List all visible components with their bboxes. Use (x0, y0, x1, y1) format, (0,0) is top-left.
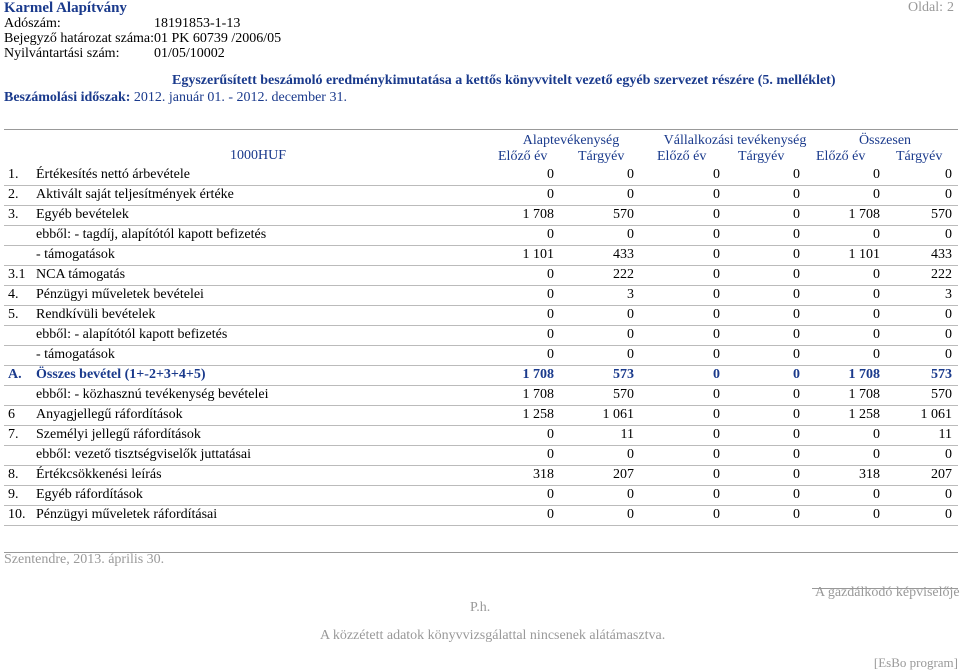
value-total-prev: 0 (873, 447, 880, 462)
row-number: 5. (8, 307, 19, 322)
row-label: Aktivált saját teljesítmények értéke (36, 187, 234, 202)
value-total-prev: 0 (873, 487, 880, 502)
signature-label: A gazdálkodó képviselője (815, 585, 960, 600)
info-value: 01 PK 60739 /2006/05 (154, 31, 282, 46)
row-number: 8. (8, 467, 19, 482)
value-total-prev: 0 (873, 287, 880, 302)
value-core-prev: 318 (533, 467, 554, 482)
value-business-current: 0 (793, 387, 800, 402)
value-business-prev: 0 (713, 367, 720, 382)
subcol-prev-year: Előző év (498, 149, 548, 164)
value-core-current: 207 (613, 467, 634, 482)
value-business-prev: 0 (713, 387, 720, 402)
value-core-current: 1 061 (602, 407, 634, 422)
value-core-prev: 0 (547, 327, 554, 342)
table-row (4, 326, 958, 346)
row-label: Egyéb bevételek (36, 207, 129, 222)
row-label: Értékesítés nettó árbevétele (36, 167, 190, 182)
value-core-prev: 0 (547, 347, 554, 362)
value-total-current: 0 (945, 347, 952, 362)
row-divider (4, 525, 958, 526)
table-top-rule (4, 129, 958, 130)
value-total-current: 222 (931, 267, 952, 282)
value-business-prev: 0 (713, 227, 720, 242)
row-label: - támogatások (36, 247, 115, 262)
info-label: Adószám: (4, 16, 61, 31)
table-row (4, 186, 958, 206)
value-total-current: 0 (945, 507, 952, 522)
value-total-prev: 0 (873, 347, 880, 362)
table-row (4, 306, 958, 326)
value-business-prev: 0 (713, 427, 720, 442)
value-total-current: 0 (945, 187, 952, 202)
period-value: 2012. január 01. - 2012. december 31. (133, 90, 347, 105)
row-label: Értékcsökkenési leírás (36, 467, 162, 482)
row-number: 10. (8, 507, 26, 522)
row-label: Összes bevétel (1+-2+3+4+5) (36, 367, 206, 382)
value-total-prev: 1 708 (848, 367, 880, 382)
row-number: 9. (8, 487, 19, 502)
info-value: 18191853-1-13 (154, 16, 241, 31)
value-core-current: 0 (627, 167, 634, 182)
value-total-prev: 1 708 (848, 387, 880, 402)
value-total-current: 0 (945, 487, 952, 502)
value-business-current: 0 (793, 167, 800, 182)
value-business-prev: 0 (713, 487, 720, 502)
value-core-current: 11 (620, 427, 634, 442)
row-label: ebből: - közhasznú tevékenység bevételei (36, 387, 269, 402)
value-business-prev: 0 (713, 327, 720, 342)
value-core-prev: 1 258 (522, 407, 554, 422)
value-business-prev: 0 (713, 467, 720, 482)
info-row-registry-number (4, 46, 225, 62)
value-business-current: 0 (793, 507, 800, 522)
value-core-current: 433 (613, 247, 634, 262)
info-label: Nyilvántartási szám: (4, 46, 120, 61)
info-row-tax-number (4, 16, 240, 32)
value-core-current: 570 (613, 387, 634, 402)
value-total-prev: 1 101 (848, 247, 880, 262)
value-core-current: 0 (627, 187, 634, 202)
program-label: [EsBo program] (873, 655, 958, 670)
value-core-current: 0 (627, 507, 634, 522)
row-number: 4. (8, 287, 19, 302)
value-business-current: 0 (793, 487, 800, 502)
row-label: Anyagjellegű ráfordítások (36, 407, 183, 422)
value-core-prev: 0 (547, 227, 554, 242)
row-number: 1. (8, 167, 19, 182)
period-label: Beszámolási időszak: (4, 90, 131, 105)
value-total-prev: 318 (859, 467, 880, 482)
value-total-prev: 0 (873, 327, 880, 342)
value-total-current: 207 (931, 467, 952, 482)
row-label: ebből: vezető tisztségviselők juttatásai (36, 447, 251, 462)
row-label: NCA támogatás (36, 267, 126, 282)
value-core-prev: 0 (547, 167, 554, 182)
value-core-prev: 1 101 (522, 247, 554, 262)
value-total-current: 0 (945, 227, 952, 242)
value-total-current: 0 (945, 307, 952, 322)
info-value: 01/05/10002 (154, 46, 225, 61)
value-core-current: 3 (627, 287, 634, 302)
page-number: 2 (947, 0, 954, 15)
value-business-prev: 0 (713, 187, 720, 202)
value-business-current: 0 (793, 447, 800, 462)
subcol-current-year: Tárgyév (578, 149, 625, 164)
row-label: Pénzügyi műveletek ráfordításai (36, 507, 218, 522)
table-row (4, 386, 958, 406)
row-number: 3. (8, 207, 19, 222)
value-business-current: 0 (793, 227, 800, 242)
value-total-current: 1 061 (920, 407, 952, 422)
value-business-prev: 0 (713, 347, 720, 362)
value-core-prev: 0 (547, 427, 554, 442)
page-label: Oldal: (908, 0, 943, 15)
value-total-prev: 0 (873, 307, 880, 322)
audit-note: A közzétett adatok könyvvizsgálattal nincsenek alátámasztva. (320, 628, 666, 643)
value-total-current: 570 (931, 387, 952, 402)
place-date: Szentendre, 2013. április 30. (4, 552, 165, 567)
value-total-current: 0 (945, 327, 952, 342)
stamp-placeholder: P.h. (470, 600, 491, 615)
value-business-current: 0 (793, 307, 800, 322)
row-number: A. (8, 367, 22, 382)
row-number: 6 (8, 407, 15, 422)
value-business-current: 0 (793, 347, 800, 362)
value-total-current: 570 (931, 207, 952, 222)
value-business-prev: 0 (713, 407, 720, 422)
value-business-current: 0 (793, 187, 800, 202)
subcol-current-year: Tárgyév (896, 149, 943, 164)
value-core-current: 0 (627, 307, 634, 322)
value-business-prev: 0 (713, 447, 720, 462)
value-total-current: 0 (945, 167, 952, 182)
row-label: ebből: - tagdíj, alapítótól kapott befizetés (36, 227, 267, 242)
row-label: - támogatások (36, 347, 115, 362)
table-row (4, 346, 958, 366)
value-total-current: 11 (938, 427, 952, 442)
table-row (4, 206, 958, 226)
value-core-current: 0 (627, 227, 634, 242)
value-business-prev: 0 (713, 267, 720, 282)
value-core-prev: 0 (547, 267, 554, 282)
value-core-prev: 0 (547, 307, 554, 322)
value-core-prev: 1 708 (522, 387, 554, 402)
table-row (4, 266, 958, 286)
value-total-prev: 0 (873, 227, 880, 242)
value-total-prev: 1 258 (848, 407, 880, 422)
value-business-current: 0 (793, 287, 800, 302)
value-total-current: 573 (931, 367, 952, 382)
table-row (4, 486, 958, 506)
organization-name: Karmel Alapítvány (4, 0, 127, 16)
row-number: 7. (8, 427, 19, 442)
value-core-prev: 1 708 (522, 367, 554, 382)
value-business-current: 0 (793, 267, 800, 282)
table-row (4, 166, 958, 186)
group-header-business: Vállalkozási tevékenység (663, 133, 807, 148)
row-label: Személyi jellegű ráfordítások (36, 427, 201, 442)
value-business-prev: 0 (713, 287, 720, 302)
value-core-prev: 0 (547, 487, 554, 502)
value-core-current: 0 (627, 347, 634, 362)
value-business-current: 0 (793, 327, 800, 342)
value-core-prev: 0 (547, 447, 554, 462)
subcol-prev-year: Előző év (816, 149, 866, 164)
value-core-current: 0 (627, 327, 634, 342)
value-core-current: 570 (613, 207, 634, 222)
value-total-current: 433 (931, 247, 952, 262)
subcol-prev-year: Előző év (657, 149, 707, 164)
value-business-current: 0 (793, 467, 800, 482)
table-row (4, 466, 958, 486)
value-business-prev: 0 (713, 247, 720, 262)
value-core-prev: 1 708 (522, 207, 554, 222)
value-business-prev: 0 (713, 167, 720, 182)
value-business-current: 0 (793, 367, 800, 382)
subcol-current-year: Tárgyév (738, 149, 785, 164)
report-title: Egyszerűsített beszámoló eredménykimutatása a kettős könyvvitelt vezető egyéb szervezet részére (5. melléklet) (172, 73, 836, 88)
value-core-prev: 0 (547, 287, 554, 302)
table-row (4, 286, 958, 306)
table-row (4, 406, 958, 426)
value-total-prev: 0 (873, 507, 880, 522)
value-total-current: 3 (945, 287, 952, 302)
value-business-current: 0 (793, 247, 800, 262)
reporting-period (4, 90, 347, 106)
table-row (4, 226, 958, 246)
value-core-current: 573 (613, 367, 634, 382)
value-total-current: 0 (945, 447, 952, 462)
group-header-total: Összesen (858, 133, 912, 148)
unit-label: 1000HUF (230, 148, 287, 163)
info-row-resolution-number (4, 31, 281, 47)
table-row (4, 426, 958, 446)
table-row (4, 446, 958, 466)
row-number: 2. (8, 187, 19, 202)
row-label: Rendkívüli bevételek (36, 307, 156, 322)
value-total-prev: 0 (873, 427, 880, 442)
value-total-prev: 0 (873, 167, 880, 182)
value-business-current: 0 (793, 207, 800, 222)
value-total-prev: 1 708 (848, 207, 880, 222)
page-indicator (904, 0, 954, 16)
value-core-prev: 0 (547, 187, 554, 202)
value-total-prev: 0 (873, 267, 880, 282)
table-row (4, 246, 958, 266)
row-label: Egyéb ráfordítások (36, 487, 143, 502)
table-row (4, 506, 958, 526)
value-business-prev: 0 (713, 507, 720, 522)
value-business-current: 0 (793, 427, 800, 442)
row-label: Pénzügyi műveletek bevételei (36, 287, 204, 302)
info-label: Bejegyző határozat száma: (4, 31, 155, 46)
value-core-current: 0 (627, 447, 634, 462)
value-business-prev: 0 (713, 207, 720, 222)
group-header-core: Alaptevékenység (522, 133, 620, 148)
value-business-prev: 0 (713, 307, 720, 322)
value-core-prev: 0 (547, 507, 554, 522)
value-total-prev: 0 (873, 187, 880, 202)
value-business-current: 0 (793, 407, 800, 422)
row-number: 3.1 (8, 267, 26, 282)
table-row (4, 366, 958, 386)
value-core-current: 222 (613, 267, 634, 282)
row-label: ebből: - alapítótól kapott befizetés (36, 327, 228, 342)
value-core-current: 0 (627, 487, 634, 502)
